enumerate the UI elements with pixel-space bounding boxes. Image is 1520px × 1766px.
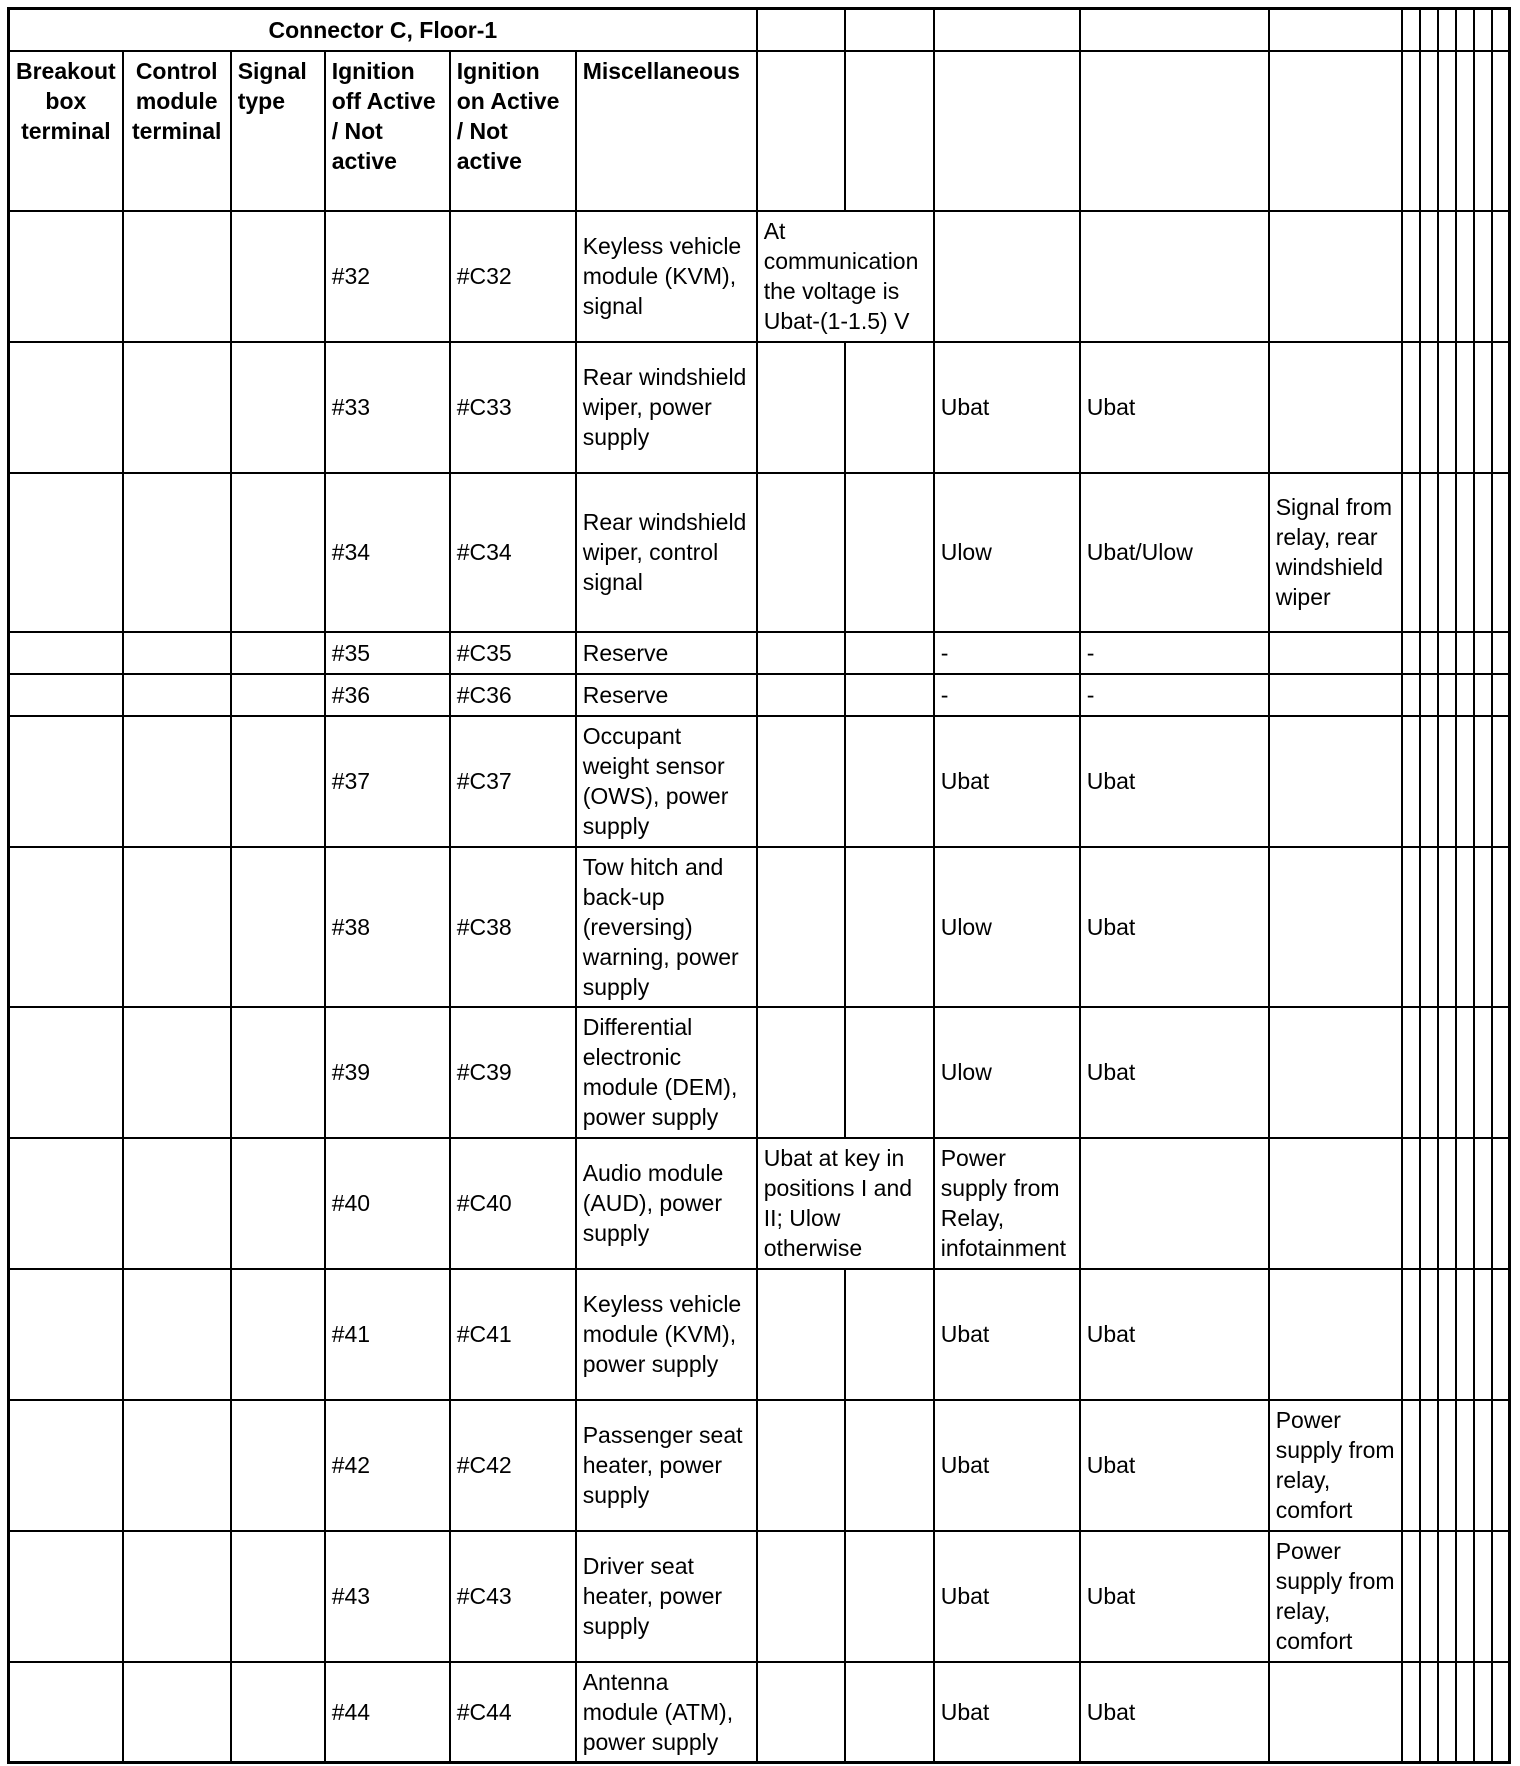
misc-cell: Keyless vehicle module (KVM), power supply bbox=[576, 1269, 757, 1400]
ignition-off-cell: #35 bbox=[325, 632, 450, 674]
extra-cell: Power supply from relay, comfort bbox=[1269, 1400, 1402, 1531]
table-row bbox=[9, 716, 1510, 847]
table-row bbox=[9, 632, 1510, 674]
ignition-off-cell: #33 bbox=[325, 342, 450, 473]
connector-table-sheet bbox=[7, 7, 1511, 1764]
misc-cell: Rear windshield wiper, power supply bbox=[576, 342, 757, 473]
value-cell-2: Ubat bbox=[1080, 716, 1269, 847]
header-ignition-on: Ignition on Active / Not active bbox=[450, 51, 576, 211]
ignition-off-cell: #42 bbox=[325, 1400, 450, 1531]
misc-cell: Audio module (AUD), power supply bbox=[576, 1138, 757, 1269]
table-title: Connector C, Floor-1 bbox=[9, 9, 757, 51]
value-cell-2: Ubat bbox=[1080, 1662, 1269, 1763]
value-cell-1: Ulow bbox=[934, 847, 1080, 1007]
ignition-off-cell: #43 bbox=[325, 1531, 450, 1662]
misc-cell: Rear windshield wiper, control signal bbox=[576, 473, 757, 632]
ignition-off-cell: #37 bbox=[325, 716, 450, 847]
note-cell: At communication the voltage is Ubat-(1-1.5) V bbox=[757, 211, 934, 342]
table-row bbox=[9, 473, 1510, 632]
table-row bbox=[9, 1662, 1510, 1763]
value-cell-2: - bbox=[1080, 632, 1269, 674]
ignition-off-cell: #40 bbox=[325, 1138, 450, 1269]
misc-cell: Antenna module (ATM), power supply bbox=[576, 1662, 757, 1763]
ignition-on-cell: #C41 bbox=[450, 1269, 576, 1400]
value-cell-2: Ubat bbox=[1080, 847, 1269, 1007]
header-signal-type: Signal type bbox=[231, 51, 325, 211]
value-cell-2: Ubat bbox=[1080, 1400, 1269, 1531]
ignition-off-cell: #39 bbox=[325, 1007, 450, 1138]
note-cell-2: Power supply from Relay, infotainment bbox=[934, 1138, 1080, 1269]
note-cell: Ubat at key in positions I and II; Ulow otherwise bbox=[757, 1138, 934, 1269]
header-control-module-terminal: Control module terminal bbox=[123, 51, 231, 211]
value-cell-1: Ubat bbox=[934, 1531, 1080, 1662]
misc-cell: Differential electronic module (DEM), power supply bbox=[576, 1007, 757, 1138]
header-breakout-box-terminal: Breakout box terminal bbox=[9, 51, 123, 211]
extra-cell: Signal from relay, rear windshield wiper bbox=[1269, 473, 1402, 632]
value-cell-1: - bbox=[934, 674, 1080, 716]
ignition-off-cell: #32 bbox=[325, 211, 450, 342]
ignition-off-cell: #44 bbox=[325, 1662, 450, 1763]
ignition-off-cell: #38 bbox=[325, 847, 450, 1007]
table-row bbox=[9, 847, 1510, 1007]
misc-cell: Reserve bbox=[576, 632, 757, 674]
table-row bbox=[9, 342, 1510, 473]
value-cell-2: Ubat/Ulow bbox=[1080, 473, 1269, 632]
ignition-on-cell: #C35 bbox=[450, 632, 576, 674]
ignition-on-cell: #C37 bbox=[450, 716, 576, 847]
value-cell-1: - bbox=[934, 632, 1080, 674]
ignition-on-cell: #C43 bbox=[450, 1531, 576, 1662]
misc-cell: Occupant weight sensor (OWS), power supply bbox=[576, 716, 757, 847]
ignition-on-cell: #C33 bbox=[450, 342, 576, 473]
ignition-on-cell: #C44 bbox=[450, 1662, 576, 1763]
ignition-on-cell: #C40 bbox=[450, 1138, 576, 1269]
ignition-off-cell: #41 bbox=[325, 1269, 450, 1400]
value-cell-2: Ubat bbox=[1080, 1531, 1269, 1662]
title-row bbox=[9, 9, 1510, 51]
value-cell-1: Ubat bbox=[934, 1269, 1080, 1400]
ignition-on-cell: #C34 bbox=[450, 473, 576, 632]
misc-cell: Driver seat heater, power supply bbox=[576, 1531, 757, 1662]
header-ignition-off: Ignition off Active / Not active bbox=[325, 51, 450, 211]
misc-cell: Reserve bbox=[576, 674, 757, 716]
ignition-on-cell: #C36 bbox=[450, 674, 576, 716]
extra-cell: Power supply from relay, comfort bbox=[1269, 1531, 1402, 1662]
misc-cell: Keyless vehicle module (KVM), signal bbox=[576, 211, 757, 342]
misc-cell: Passenger seat heater, power supply bbox=[576, 1400, 757, 1531]
ignition-on-cell: #C39 bbox=[450, 1007, 576, 1138]
value-cell-1: Ulow bbox=[934, 473, 1080, 632]
ignition-on-cell: #C32 bbox=[450, 211, 576, 342]
value-cell-1: Ubat bbox=[934, 1662, 1080, 1763]
value-cell-1: Ubat bbox=[934, 716, 1080, 847]
table-row bbox=[9, 1531, 1510, 1662]
header-miscellaneous: Miscellaneous bbox=[576, 51, 757, 211]
table-row bbox=[9, 674, 1510, 716]
value-cell-2: Ubat bbox=[1080, 1007, 1269, 1138]
value-cell-2: - bbox=[1080, 674, 1269, 716]
value-cell-2: Ubat bbox=[1080, 342, 1269, 473]
header-row bbox=[9, 51, 1510, 211]
value-cell-1: Ulow bbox=[934, 1007, 1080, 1138]
misc-cell: Tow hitch and back-up (reversing) warning, power supply bbox=[576, 847, 757, 1007]
ignition-on-cell: #C38 bbox=[450, 847, 576, 1007]
ignition-off-cell: #36 bbox=[325, 674, 450, 716]
value-cell-1: Ubat bbox=[934, 342, 1080, 473]
table-row bbox=[9, 1400, 1510, 1531]
table-row bbox=[9, 1269, 1510, 1400]
ignition-on-cell: #C42 bbox=[450, 1400, 576, 1531]
table-row bbox=[9, 1007, 1510, 1138]
connector-table bbox=[7, 7, 1511, 1764]
ignition-off-cell: #34 bbox=[325, 473, 450, 632]
value-cell-1: Ubat bbox=[934, 1400, 1080, 1531]
value-cell-2: Ubat bbox=[1080, 1269, 1269, 1400]
table-row bbox=[9, 211, 1510, 342]
table-row bbox=[9, 1138, 1510, 1269]
